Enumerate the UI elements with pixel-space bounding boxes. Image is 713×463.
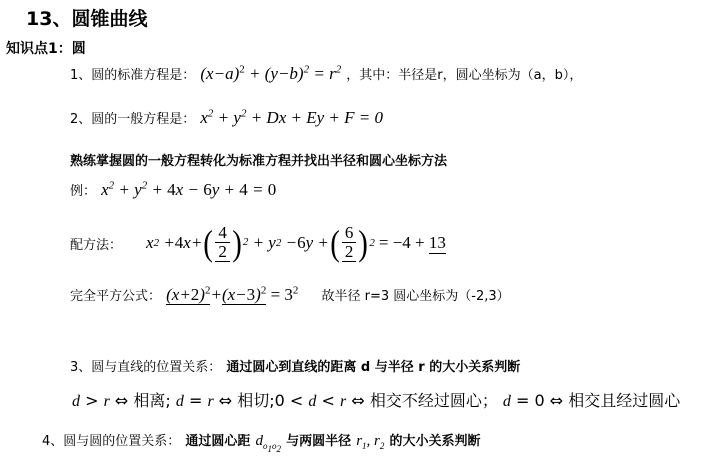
standard-equation-note: ，其中：半径是r，圆心坐标为（a，b）， <box>346 68 583 83</box>
circle-circle-relation <box>42 430 481 454</box>
page-title: 13、圆锥曲线 <box>26 8 148 30</box>
general-equation-line <box>70 108 383 128</box>
perfect-square-label: 完全平方公式： <box>70 289 162 304</box>
perfect-square-line <box>70 285 510 305</box>
general-equation-formula: $x^2 + y^2 + Dx + Ey + F = 0$ <box>200 107 383 127</box>
complete-square-label: 配方法： <box>70 237 123 253</box>
standard-equation-formula: $(x-a)^2 + (y-b)^2 = r^2$ <box>200 63 342 83</box>
complete-square-formula: x 2 + 4 x+ ( $\frac{4}{2}$ ) 2 + y 2 − 6 y + ( $\frac{6}{2}$ ) 2 = −4 + 13 <box>146 223 446 263</box>
complete-square-line <box>70 218 446 268</box>
center-distance-symbol: $d_{o_1o_2}$ <box>255 433 281 454</box>
circle-circle-rule-a: 通过圆心距 <box>185 434 251 449</box>
circle-circle-rule-c: 的大小关系判断 <box>389 434 481 449</box>
circle-circle-rule-b: 与两圆半径 <box>286 434 352 449</box>
perfect-square-conclusion: 故半径 r=3 圆心坐标为（-2,3） <box>321 289 510 304</box>
skill-note: 熟练掌握圆的一般方程转化为标准方程并找出半径和圆心坐标方法 <box>70 154 448 169</box>
radii-symbols: $r_1$, $r_2$ <box>356 433 385 451</box>
example-line <box>70 180 276 200</box>
standard-equation-label: 1、圆的标准方程是： <box>70 68 196 83</box>
example-formula: $x^2 + y^2 + 4x - 6y + 4 = 0$ <box>101 179 277 199</box>
general-equation-label: 2、圆的一般方程是： <box>70 112 196 127</box>
line-circle-label: 3、圆与直线的位置关系： <box>70 360 222 375</box>
line-circle-cases: d > r ⇔ 相离; d = r ⇔ 相切;0 < d < r ⇔ 相交不经过圆心； d = 0 ⇔ 相交且经过圆心 <box>72 391 681 410</box>
section-heading: 知识点1：圆 <box>6 41 86 57</box>
perfect-square-formula: $(x+2)^2+(x-3)^2 = 3^2$ <box>166 284 299 304</box>
circle-circle-label: 4、圆与圆的位置关系： <box>42 434 181 449</box>
standard-equation-line <box>70 64 582 84</box>
example-label: 例： <box>70 184 97 199</box>
line-circle-relation <box>70 356 520 375</box>
line-circle-rule: 通过圆心到直线的距离 d 与半径 r 的大小关系判断 <box>226 360 521 375</box>
